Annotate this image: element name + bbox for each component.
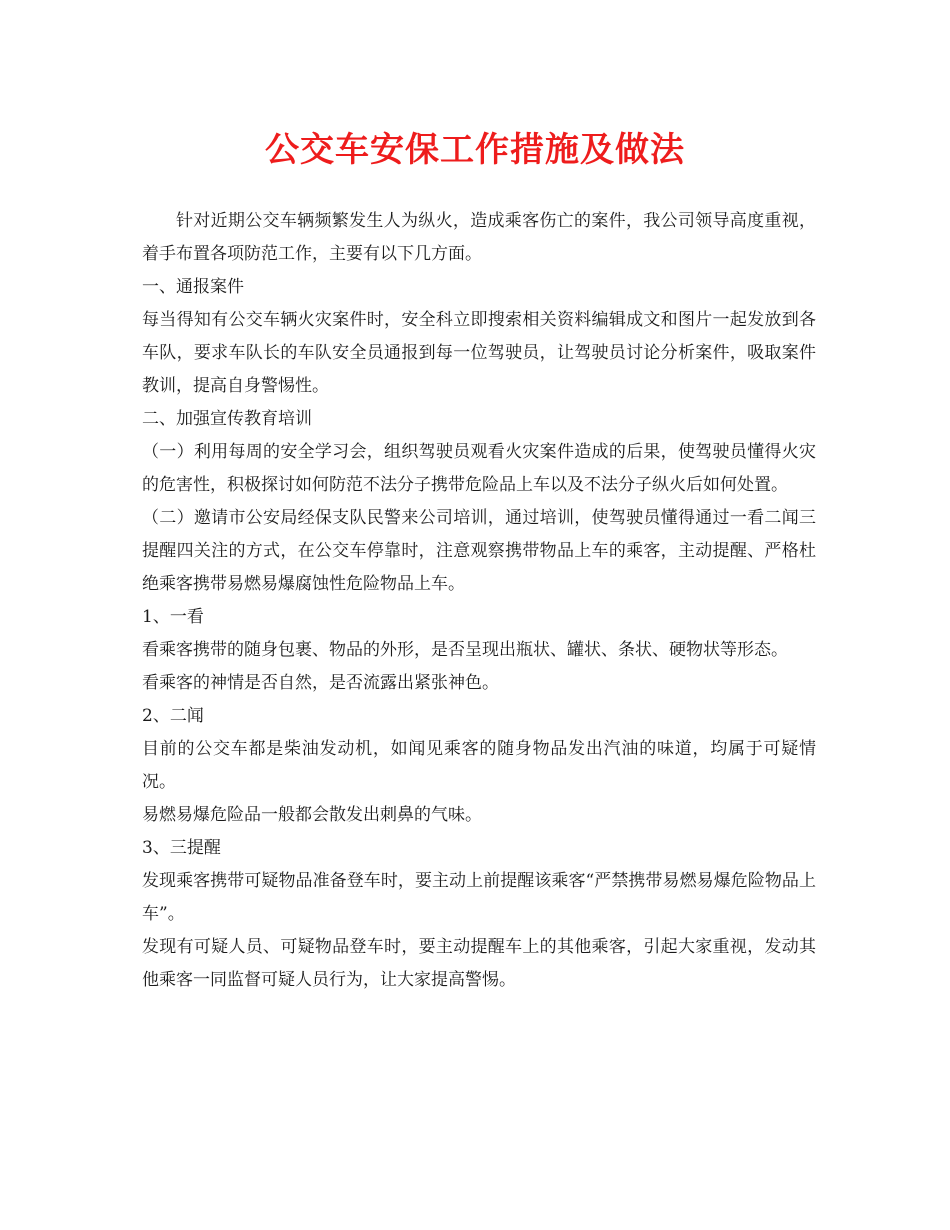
section-heading-1: 一、通报案件 [142,277,244,297]
document-body [142,205,816,997]
document-title: 公交车安保工作措施及做法 [265,130,685,170]
subheading-remind: 3、三提醒 [142,838,221,858]
section-1-paragraph: 每当得知有公交车辆火灾案件时，安全科立即搜索相关资料编辑成文和图片一起发放到各车队，要求车队长的车队安全员通报到每一位驾驶员，让驾驶员讨论分析案件，吸取案件教训，提高自身警惕性。 [142,310,816,396]
subheading-look: 1、一看 [142,607,204,627]
smell-paragraph-2: 易燃易爆危险品一般都会散发出刺鼻的气味。 [142,805,482,825]
section-2-item-2: （二）邀请市公安局经保支队民警来公司培训，通过培训，使驾驶员懂得通过一看二闻三提醒四关注的方式，在公交车停靠时，注意观察携带物品上车的乘客，主动提醒、严格杜绝乘客携带易燃易爆腐蚀性危险物品上车。 [142,508,816,594]
smell-paragraph-1: 目前的公交车都是柴油发动机，如闻见乘客的随身物品发出汽油的味道，均属于可疑情况。 [142,739,816,792]
look-paragraph-1: 看乘客携带的随身包裹、物品的外形，是否呈现出瓶状、罐状、条状、硬物状等形态。 [142,640,788,660]
remind-paragraph-1: 发现乘客携带可疑物品准备登车时，要主动上前提醒该乘客“严禁携带易燃易爆危险物品上车”。 [142,871,816,924]
section-heading-2: 二、加强宣传教育培训 [142,409,312,429]
look-paragraph-2: 看乘客的神情是否自然，是否流露出紧张神色。 [142,673,499,693]
intro-paragraph: 针对近期公交车辆频繁发生人为纵火，造成乘客伤亡的案件，我公司领导高度重视，着手布置各项防范工作，主要有以下几方面。 [142,211,816,264]
section-2-item-1: （一）利用每周的安全学习会，组织驾驶员观看火灾案件造成的后果，使驾驶员懂得火灾的危害性，积极探讨如何防范不法分子携带危险品上车以及不法分子纵火后如何处置。 [142,442,816,495]
remind-paragraph-2: 发现有可疑人员、可疑物品登车时，要主动提醒车上的其他乘客，引起大家重视，发动其他乘客一同监督可疑人员行为，让大家提高警惕。 [142,937,816,990]
subheading-smell: 2、二闻 [142,706,204,726]
